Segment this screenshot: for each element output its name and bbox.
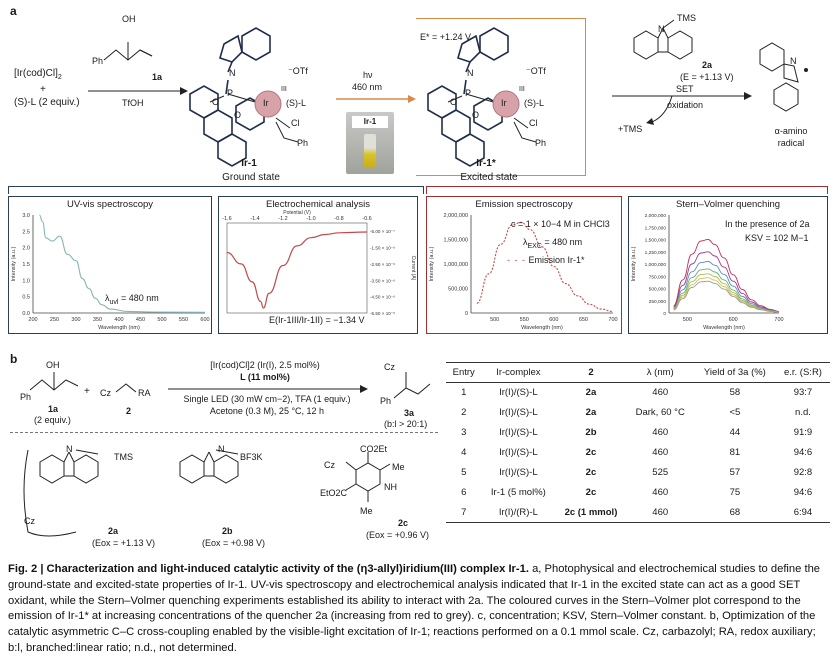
uvvis-x-tick: 450 bbox=[135, 317, 146, 323]
table-cell: 2a bbox=[585, 387, 597, 399]
uvvis-y-tick: 1.5 bbox=[22, 262, 30, 268]
b-2c-me-top: Me bbox=[392, 462, 405, 472]
b-2b-label: 2b bbox=[222, 526, 233, 536]
b-cond2: L (11 mol%) bbox=[240, 372, 290, 382]
table-cell: 3 bbox=[461, 427, 467, 438]
table-cell: 2b bbox=[585, 427, 597, 438]
b-prod-cz: Cz bbox=[384, 362, 395, 372]
reactant-irdimer bbox=[14, 68, 62, 81]
vial-photo bbox=[346, 112, 394, 174]
ir1x-ir-label: Ir bbox=[501, 98, 507, 108]
oh-label: OH bbox=[122, 14, 136, 24]
table-cell: 75 bbox=[729, 487, 741, 498]
table-cell: 525 bbox=[652, 467, 669, 478]
ir1x-otf-label: ⁻OTf bbox=[526, 66, 546, 76]
table-cell: 68 bbox=[694, 503, 776, 523]
b-2b-tag: BF3K bbox=[240, 452, 263, 462]
table-row bbox=[446, 503, 830, 523]
b-prod-ph: Ph bbox=[380, 396, 392, 406]
th-entry: Entry bbox=[446, 363, 481, 383]
ir1x-ligand-label: (S)-L bbox=[524, 98, 544, 108]
optimization-table bbox=[446, 362, 830, 523]
uvvis-y-label: Intensity (a.u.) bbox=[11, 246, 17, 282]
b-prod-label: 3a bbox=[404, 408, 415, 418]
th-complex: Ir-complex bbox=[481, 363, 555, 383]
set-line2: oxidation bbox=[667, 100, 704, 110]
table-cell: 44 bbox=[729, 427, 741, 438]
table-cell: <5 bbox=[729, 407, 741, 418]
b-2b-n: N bbox=[218, 444, 225, 454]
q2a-potential: (E = +1.13 V) bbox=[680, 72, 734, 82]
panel-b-label: b bbox=[10, 352, 18, 366]
excited-state-label: Excited state bbox=[460, 172, 518, 183]
echem-y-tick: -5.50 × 10⁻⁶ bbox=[370, 311, 396, 316]
table-cell: Dark, 60 °C bbox=[635, 407, 685, 418]
uvvis-x-tick: 500 bbox=[157, 317, 167, 323]
emission-y-tick: 2,000,000 bbox=[443, 213, 468, 219]
table-cell: Ir(I)/(S)-L bbox=[499, 407, 538, 418]
ir1x-o1-label: O bbox=[450, 97, 458, 107]
table-cell: n.d. bbox=[795, 407, 811, 418]
b-ra: RA bbox=[138, 388, 151, 398]
b-2c-ester: EtO2C bbox=[320, 488, 348, 498]
echem-y-tick: -3.50 × 10⁻⁶ bbox=[370, 278, 396, 284]
ir1-ph-label: Ph bbox=[297, 138, 309, 148]
b-comp1: 1a bbox=[48, 404, 59, 414]
table-cell: 2c (1 mmol) bbox=[555, 503, 626, 523]
echem-x-tick: -0.6 bbox=[362, 216, 372, 222]
emission-x-tick: 500 bbox=[490, 317, 500, 323]
b-2c-label: 2c bbox=[398, 518, 409, 528]
radical-line2: radical bbox=[777, 138, 805, 148]
emission-lambda-pre: λ bbox=[523, 237, 528, 247]
b-2c-tag: CO2Et bbox=[360, 444, 388, 454]
sv-y-tick: 2,000,000 bbox=[644, 214, 666, 219]
echem-x-tick: -1.4 bbox=[250, 216, 260, 222]
uvvis-y-tick: 2.5 bbox=[22, 229, 30, 236]
echem-x-tick: -0.8 bbox=[334, 216, 344, 222]
uvvis-x-tick: 600 bbox=[200, 317, 210, 323]
b-2c-nh: NH bbox=[384, 482, 397, 492]
b-2a-eox: (Eox = +1.13 V) bbox=[92, 538, 156, 548]
table-row bbox=[446, 403, 830, 423]
b-oh: OH bbox=[46, 360, 60, 370]
sv-y-tick: 750,000 bbox=[648, 275, 666, 281]
echem-x-tick: -1.6 bbox=[222, 216, 232, 222]
compound-1a: 1a bbox=[152, 72, 163, 82]
table-cell: 2c bbox=[585, 467, 597, 478]
nm-label: 460 nm bbox=[352, 82, 383, 92]
ir1-iii-label: III bbox=[281, 86, 287, 93]
vial-icon bbox=[364, 134, 376, 168]
figure-caption bbox=[8, 562, 828, 657]
ir1-p-label: P bbox=[227, 88, 234, 98]
emission-lambda bbox=[523, 237, 582, 250]
table-cell: 6:94 bbox=[776, 503, 830, 523]
b-2a-tag: TMS bbox=[114, 452, 133, 462]
table-cell: 57 bbox=[729, 467, 741, 478]
caption-fig: Fig. 2 | Characterization and light-induced catalytic activity of the (η3-allyl)iridium(III) complex Ir-1. bbox=[8, 563, 529, 575]
ir1-n-label: N bbox=[229, 68, 236, 78]
ir1-excited-structure bbox=[418, 22, 548, 172]
vial-label: Ir-1 bbox=[352, 116, 388, 128]
ground-state-label: Ground state bbox=[222, 172, 280, 183]
radical-line1: α-amino bbox=[774, 126, 808, 136]
sv-y-tick: 1,000,000 bbox=[644, 263, 666, 268]
sv-note1: In the presence of 2a bbox=[725, 219, 810, 229]
set-line1: SET bbox=[676, 84, 694, 94]
emission-x-tick: 600 bbox=[549, 317, 559, 323]
sv-y-tick: 1,500,000 bbox=[644, 238, 666, 244]
table-cell: 2a bbox=[585, 407, 597, 418]
table-row bbox=[446, 423, 830, 443]
emission-x-tick: 550 bbox=[519, 317, 529, 323]
emission-title: Emission spectroscopy bbox=[475, 199, 573, 210]
b-cz: Cz bbox=[100, 388, 111, 398]
ir1x-label: Ir-1* bbox=[476, 158, 496, 169]
ir1x-otf-text: OTf bbox=[530, 66, 546, 76]
echem-x-tick: -1.0 bbox=[306, 216, 316, 222]
table-cell: 4 bbox=[461, 447, 467, 458]
caption-body: a, Photophysical and electrochemical studies to define the ground-state and excited-state properties of Ir-1. UV-vis spectroscopy and electrochemical analysis indicated that Ir-1 in the excited state can act as a good SET oxidant, while the Stern–Volmer quenching experiments established its ability to interact with 2a. The coloured curves in the Stern–Volmer plot correspond to the emission of Ir-1* at increasing concentrations of the quencher 2a (increasing from red to grey). c, concentration; KSV, Stern–Volmer constant. b, Optimization of the catalytic asymmetric C–C cross-coupling enabled by the visible-light excitation of Ir-1; reactions performed on a 0.1 mmol scale. Cz, carbazolyl; RA, redox auxiliary; b:l, branched:linear ratio; n.d., not determined. bbox=[8, 563, 821, 654]
emission-conc: c = 1 × 10−4 M in CHCl3 bbox=[511, 219, 610, 229]
ir1-ir-label: Ir bbox=[263, 98, 269, 108]
b-cond4: Acetone (0.3 M), 25 °C, 12 h bbox=[209, 406, 325, 416]
table-cell: Ir(I)/(S)-L bbox=[499, 387, 538, 399]
table-cell: 93:7 bbox=[793, 387, 813, 399]
sv-y-tick: 250,000 bbox=[648, 299, 666, 305]
q2a-n-label: N bbox=[658, 24, 665, 34]
table-header-row bbox=[446, 363, 830, 383]
uvvis-title: UV-vis spectroscopy bbox=[66, 199, 154, 210]
b-reaction-arrow bbox=[168, 384, 368, 394]
uvvis-x-tick: 400 bbox=[114, 317, 124, 323]
echem-y-tick: -1.50 × 10⁻⁶ bbox=[370, 245, 396, 251]
b-quencher-2b bbox=[176, 440, 296, 530]
uvvis-lambda: λ bbox=[105, 293, 110, 303]
uvvis-lambda-val: = 480 nm bbox=[118, 293, 159, 303]
echem-y-tick: -5.00 × 10⁻⁷ bbox=[370, 229, 395, 235]
emission-x-label: Wavelength (nm) bbox=[521, 325, 563, 331]
table-cell: Ir(I)/(R)-L bbox=[481, 503, 555, 523]
navy-group-bracket bbox=[8, 186, 424, 194]
sv-x-tick: 700 bbox=[774, 317, 784, 323]
ir1x-p-label: P bbox=[465, 88, 472, 98]
table-cell: Ir(I)/(S)-L bbox=[499, 447, 538, 458]
ir1-cl-label: Cl bbox=[291, 118, 300, 128]
tms-plus-label: +TMS bbox=[618, 124, 643, 134]
sv-panel bbox=[628, 196, 828, 334]
ir1x-n-label: N bbox=[467, 68, 474, 78]
reactant-plus: + bbox=[40, 84, 46, 95]
table-cell: Ir-1 (5 mol%) bbox=[490, 487, 546, 498]
echem-y-tick: -4.50 × 10⁻⁶ bbox=[370, 294, 396, 300]
table-row bbox=[446, 483, 830, 503]
hv-label: hν bbox=[363, 70, 373, 80]
sv-y-label: Intensity (a.u.) bbox=[631, 246, 637, 282]
echem-panel bbox=[218, 196, 418, 334]
b-comp1-equiv: (2 equiv.) bbox=[34, 415, 71, 425]
ph-label: Ph bbox=[92, 56, 104, 66]
uvvis-x-tick: 300 bbox=[71, 317, 81, 323]
table-row bbox=[446, 443, 830, 463]
uvvis-y-tick: 3.0 bbox=[22, 213, 30, 219]
uvvis-y-tick: 0.0 bbox=[22, 311, 30, 317]
ir1x-cl-label: Cl bbox=[529, 118, 538, 128]
table-cell: Ir(I)/(S)-L bbox=[499, 427, 538, 438]
b-2a-n: N bbox=[66, 444, 73, 454]
ir1-label: Ir-1 bbox=[241, 158, 257, 169]
ir1x-o2-label: O bbox=[472, 110, 480, 120]
b-cond1: [Ir(cod)Cl]2 (Ir(I), 2.5 mol%) bbox=[210, 360, 320, 370]
b-comp2: 2 bbox=[126, 406, 132, 416]
table-cell: 460 bbox=[627, 503, 694, 523]
emission-y-label: Intensity (a.u.) bbox=[429, 246, 435, 282]
table-cell: 460 bbox=[652, 387, 669, 399]
ir1-ground-structure bbox=[180, 22, 310, 172]
table-cell: 94:6 bbox=[793, 447, 813, 458]
sv-y-tick: 0 bbox=[663, 312, 666, 317]
emission-y-tick: 1,000,000 bbox=[443, 262, 468, 268]
b-2b-eox: (Eox = +0.98 V) bbox=[202, 538, 266, 548]
radical-structure bbox=[754, 30, 824, 120]
b-ph: Ph bbox=[20, 392, 32, 402]
th-quencher: 2 bbox=[555, 363, 626, 383]
emission-x-tick: 650 bbox=[578, 317, 589, 323]
sv-x-tick: 600 bbox=[728, 317, 738, 323]
table-cell: 460 bbox=[652, 487, 669, 498]
table-cell: 460 bbox=[652, 427, 669, 438]
uvvis-y-tick: 2.0 bbox=[22, 245, 30, 252]
emission-y-tick: 500,000 bbox=[448, 286, 468, 293]
b-divider bbox=[10, 432, 438, 433]
ir1-ligand-label: (S)-L bbox=[286, 98, 306, 108]
echem-annotation: E(Ir-1III/Ir-1II) = −1.34 V bbox=[269, 315, 365, 325]
emission-panel bbox=[426, 196, 622, 334]
echem-plot-frame bbox=[227, 223, 367, 313]
emission-series-line bbox=[477, 222, 613, 311]
b-cond3: Single LED (30 mW cm−2), TFA (1 equiv.) bbox=[183, 394, 351, 404]
th-er: e.r. (S:R) bbox=[776, 363, 830, 383]
table-cell: 92:8 bbox=[793, 467, 813, 478]
ir1x-ph-label: Ph bbox=[535, 138, 547, 148]
table-cell: 94:6 bbox=[793, 487, 813, 498]
uvvis-x-tick: 550 bbox=[178, 317, 189, 323]
emission-lambda-val: = 480 nm bbox=[541, 237, 583, 247]
ir1x-iii-label: III bbox=[519, 86, 525, 93]
echem-x-label: Potential (V) bbox=[283, 210, 311, 216]
b-cz-brace: Cz bbox=[24, 516, 35, 526]
uvvis-lambda-sub: uvl bbox=[109, 298, 119, 306]
b-2c-eox: (Eox = +0.96 V) bbox=[366, 530, 430, 540]
ir1-o2-label: O bbox=[234, 110, 242, 120]
uvvis-annotation bbox=[105, 293, 159, 306]
uvvis-panel bbox=[8, 196, 212, 334]
red-group-bracket bbox=[426, 186, 828, 194]
b-2c-cz: Cz bbox=[324, 460, 335, 470]
uvvis-x-tick: 250 bbox=[49, 317, 60, 323]
panel-a-label: a bbox=[10, 4, 17, 18]
th-yield: Yield of 3a (%) bbox=[694, 363, 776, 383]
sv-note2: KSV = 102 M−1 bbox=[745, 233, 809, 243]
sv-x-tick: 500 bbox=[682, 317, 692, 323]
uvvis-y-tick: 1.0 bbox=[22, 278, 30, 285]
emission-lambda-sub: EXC bbox=[527, 242, 542, 250]
q2a-tms-label: TMS bbox=[677, 13, 696, 23]
table-cell: 1 bbox=[461, 387, 467, 399]
uvvis-x-tick: 350 bbox=[92, 317, 103, 323]
table-row bbox=[446, 463, 830, 483]
irdimer-sub: 2 bbox=[57, 74, 62, 81]
table-cell: 2 bbox=[461, 407, 467, 418]
emission-y-tick: 0 bbox=[464, 311, 468, 317]
b-2a-label: 2a bbox=[108, 526, 119, 536]
sv-title: Stern–Volmer quenching bbox=[675, 199, 781, 210]
table-cell: 2c bbox=[585, 447, 597, 458]
table-cell: Ir(I)/(S)-L bbox=[499, 467, 538, 478]
sv-y-tick: 1,250,000 bbox=[644, 250, 666, 256]
table-cell: 7 bbox=[446, 503, 481, 523]
q2a-label: 2a bbox=[702, 60, 713, 70]
echem-y-tick: -2.50 × 10⁻⁶ bbox=[370, 261, 396, 267]
table-cell: 5 bbox=[461, 467, 467, 478]
ir1-otf-text: OTf bbox=[292, 66, 308, 76]
b-prod-ratio: (b:l > 20:1) bbox=[384, 419, 428, 429]
echem-series-line bbox=[227, 232, 367, 308]
optimization-table-wrap bbox=[446, 362, 830, 523]
estar-label: E* = +1.24 V bbox=[420, 32, 472, 42]
echem-title: Electrochemical analysis bbox=[265, 199, 370, 210]
table-row bbox=[446, 383, 830, 403]
table-cell: 91:9 bbox=[793, 427, 813, 438]
table-cell: 58 bbox=[729, 387, 741, 399]
uvvis-x-label: Wavelength (nm) bbox=[98, 325, 140, 331]
reactant-ligand: (S)-L (2 equiv.) bbox=[14, 97, 80, 108]
table-cell: 2c bbox=[585, 487, 597, 498]
emission-y-tick: 1,500,000 bbox=[443, 237, 468, 244]
b-2c-me-bottom: Me bbox=[360, 506, 373, 516]
radical-n-label: N bbox=[790, 56, 797, 66]
emission-legend: - - - Emission Ir-1* bbox=[507, 255, 585, 265]
uvvis-y-tick: 0.5 bbox=[22, 294, 30, 301]
table-cell: 6 bbox=[461, 487, 467, 498]
b-plus: + bbox=[84, 386, 90, 397]
table-cell: 460 bbox=[652, 447, 669, 458]
echem-x-tick: -1.2 bbox=[278, 216, 288, 222]
irdimer-text: [Ir(cod)Cl] bbox=[14, 68, 58, 79]
sv-y-tick: 500,000 bbox=[648, 287, 666, 293]
sv-y-tick: 1,750,000 bbox=[644, 226, 666, 232]
echem-y-label: Current (A) bbox=[410, 255, 416, 281]
excitation-arrow bbox=[336, 94, 416, 104]
arrow-to-ir1 bbox=[88, 86, 188, 96]
emission-x-tick: 700 bbox=[608, 317, 618, 323]
table-cell: 81 bbox=[729, 447, 741, 458]
ir1-otf-label: ⁻OTf bbox=[288, 66, 308, 76]
th-lambda: λ (nm) bbox=[627, 363, 694, 383]
tfoh-label: TfOH bbox=[122, 98, 144, 108]
sv-x-label: Wavelength (nm) bbox=[703, 325, 745, 331]
uvvis-chart bbox=[9, 209, 211, 333]
emission-legend-text: Emission Ir-1* bbox=[528, 255, 585, 265]
b-quencher-2a bbox=[16, 440, 156, 550]
uvvis-x-tick: 200 bbox=[28, 317, 38, 323]
ir1-o1-label: O bbox=[212, 97, 220, 107]
